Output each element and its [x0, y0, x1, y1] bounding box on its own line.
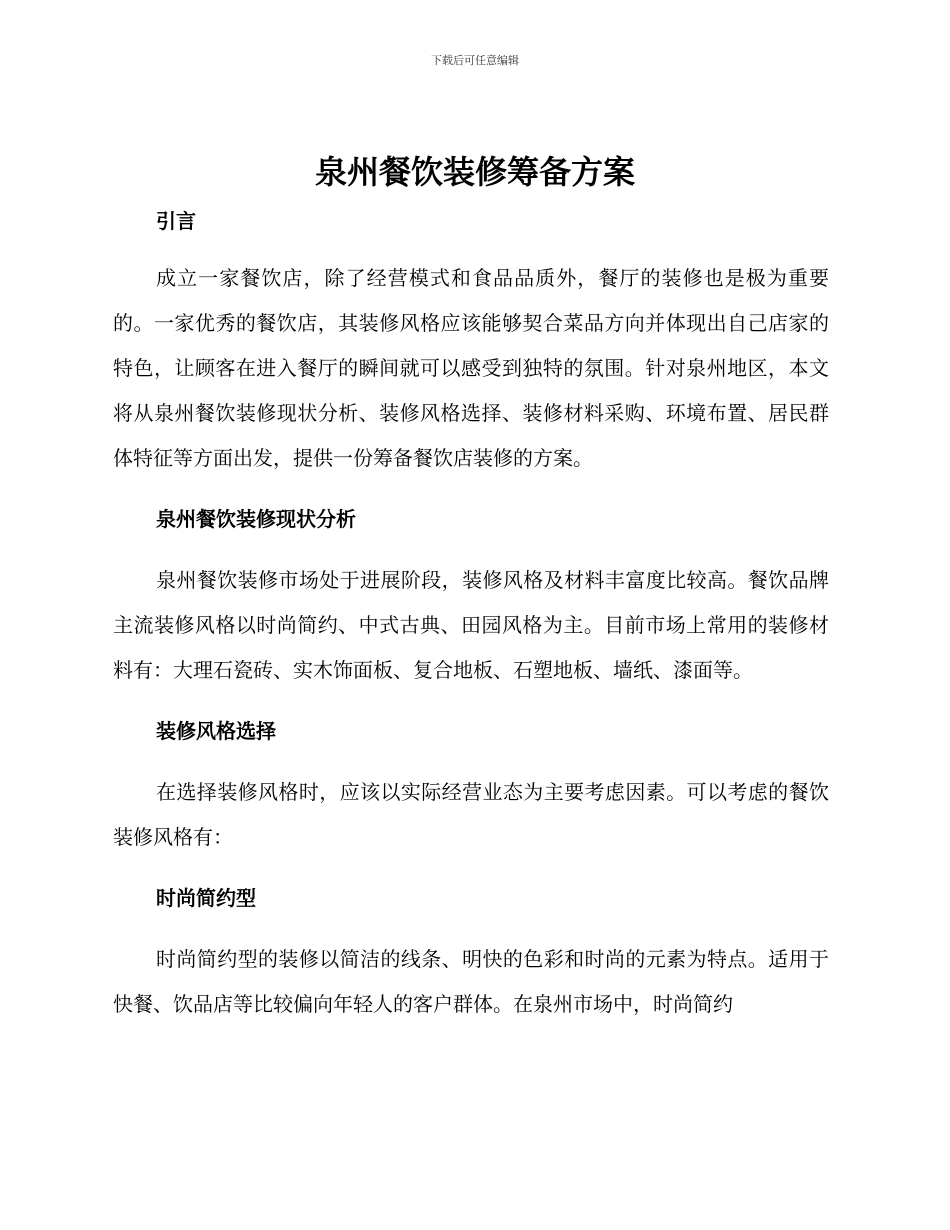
- document-body: [113, 203, 829, 1027]
- section-paragraph-style-selection: 在选择装修风格时，应该以实际经营业态为主要考虑因素。可以考虑的餐饮装修风格有：: [113, 780, 829, 849]
- section-heading-intro: 引言: [156, 209, 196, 233]
- section-paragraph-intro: 成立一家餐饮店，除了经营模式和食品品质外，餐厅的装修也是极为重要的。一家优秀的餐饮店，其装修风格应该能够契合菜品方向并体现出自己店家的特色，让顾客在进入餐厅的瞬间就可以感受到独特的氛围。针对泉州地区，本文将从泉州餐饮装修现状分析、装修风格选择、装修材料采购、环境布置、居民群体特征等方面出发，提供一份筹备餐饮店装修的方案。: [113, 266, 829, 470]
- section-paragraph-modern-simple: 时尚简约型的装修以简洁的线条、明快的色彩和时尚的元素为特点。适用于快餐、饮品店等比较偏向年轻人的客户群体。在泉州市场中，时尚简约: [113, 947, 829, 1016]
- section-heading-modern-simple: 时尚简约型: [156, 886, 256, 910]
- document-title: 泉州餐饮装修筹备方案: [314, 153, 635, 191]
- header-note: 下载后可任意编辑: [431, 54, 519, 67]
- section-heading-style-selection: 装修风格选择: [156, 719, 276, 743]
- section-paragraph-status-analysis: 泉州餐饮装修市场处于进展阶段，装修风格及材料丰富度比较高。餐饮品牌主流装修风格以时尚简约、中式古典、田园风格为主。目前市场上常用的装修材料有：大理石瓷砖、实木饰面板、复合地板、石塑地板、墙纸、漆面等。: [113, 568, 829, 682]
- section-heading-status-analysis: 泉州餐饮装修现状分析: [156, 507, 356, 531]
